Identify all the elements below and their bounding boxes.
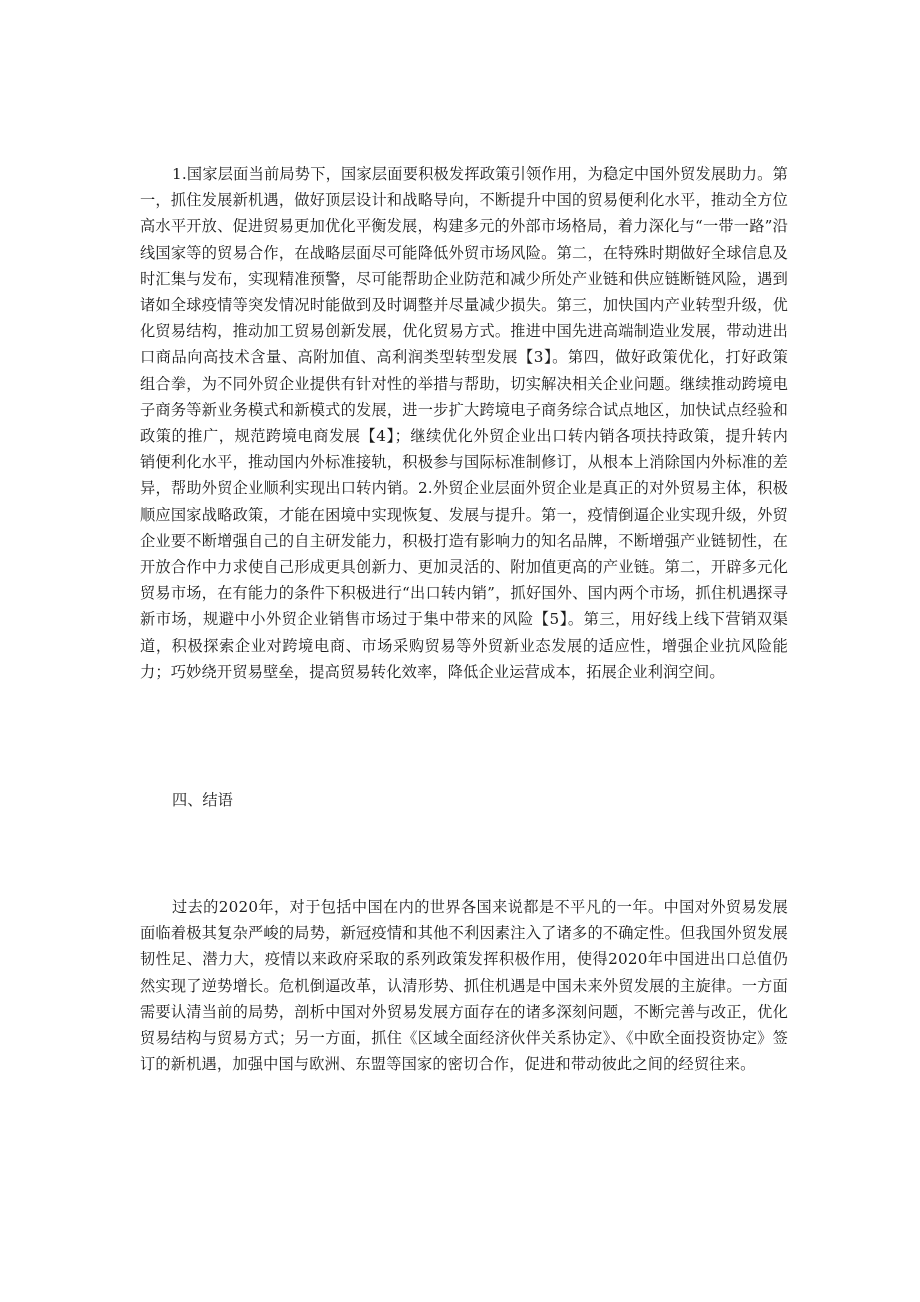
section-heading: 四、结语	[172, 791, 233, 809]
conclusion-paragraph: 过去的2020年，对于包括中国在内的世界各国来说都是不平凡的一年。中国对外贸易发展面临着极其复杂严峻的局势，新冠疫情和其他不利因素注入了诸多的不确定性。但我国外贸发展韧性足、潜力大，疫情以来政府采取的系列政策发挥积极作用，使得2020年中国进出口总值仍然实现了逆势增长。危机倒逼改革，认清形势、抓住机遇是中国未来外贸发展的主旋律。一方面需要认清当前的局势，剖析中国对外贸易发展方面存在的诸多深刻问题，不断完善与改正，优化贸易结构与贸易方式；另一方面，抓住《区域全面经济伙伴关系协定》、《中欧全面投资协定》签订的新机遇，加强中国与欧洲、东盟等国家的密切合作，促进和带动彼此之间的经贸往来。	[140, 898, 788, 1074]
measures-paragraph: 1.国家层面当前局势下，国家层面要积极发挥政策引领作用，为稳定中国外贸发展助力。第一，抓住发展新机遇，做好顶层设计和战略导向，不断提升中国的贸易便利化水平，推动全方位高水平开放、促进贸易更加优化平衡发展，构建多元的外部市场格局，着力深化与“一带一路”沿线国家等的贸易合作，在战略层面尽可能降低外贸市场风险。第二，在特殊时期做好全球信息及时汇集与发布，实现精准预警，尽可能帮助企业防范和减少所处产业链和供应链断链风险，遇到诸如全球疫情等突发情况时能做到及时调整并尽量减少损失。第三，加快国内产业转型升级，优化贸易结构，推动加工贸易创新发展，优化贸易方式。推进中国先进高端制造业发展，带动进出口商品向高技术含量、高附加值、高利润类型转型发展【3】。第四，做好政策优化，打好政策组合拳，为不同外贸企业提供有针对性的举措与帮助，切实解决相关企业问题。继续推动跨境电子商务等新业务模式和新模式的发展，进一步扩大跨境电子商务综合试点地区，加快试点经验和政策的推广，规范跨境电商发展【4】；继续优化外贸企业出口转内销各项扶持政策，提升转内销便利化水平，推动国内外标准接轨，积极参与国际标准制修订，从根本上消除国内外标准的差异，帮助外贸企业顺利实现出口转内销。2.外贸企业层面外贸企业是真正的对外贸易主体，积极顺应国家战略政策，才能在困境中实现恢复、发展与提升。第一，疫情倒逼企业实现升级，外贸企业要不断增强自己的自主研发能力，积极打造有影响力的知名品牌，不断增强产业链韧性，在开放合作中力求使自己形成更具创新力、更加灵活的、附加值更高的产业链。第二，开辟多元化贸易市场，在有能力的条件下积极进行“出口转内销”，抓好国外、国内两个市场，抓住机遇探寻新市场，规避中小外贸企业销售市场过于集中带来的风险【5】。第三，用好线上线下营销双渠道，积极探索企业对跨境电商、市场采购贸易等外贸新业态发展的适应性，增强企业抗风险能力；巧妙绕开贸易壁垒，提高贸易转化效率，降低企业运营成本，拓展企业利润空间。	[140, 165, 788, 681]
